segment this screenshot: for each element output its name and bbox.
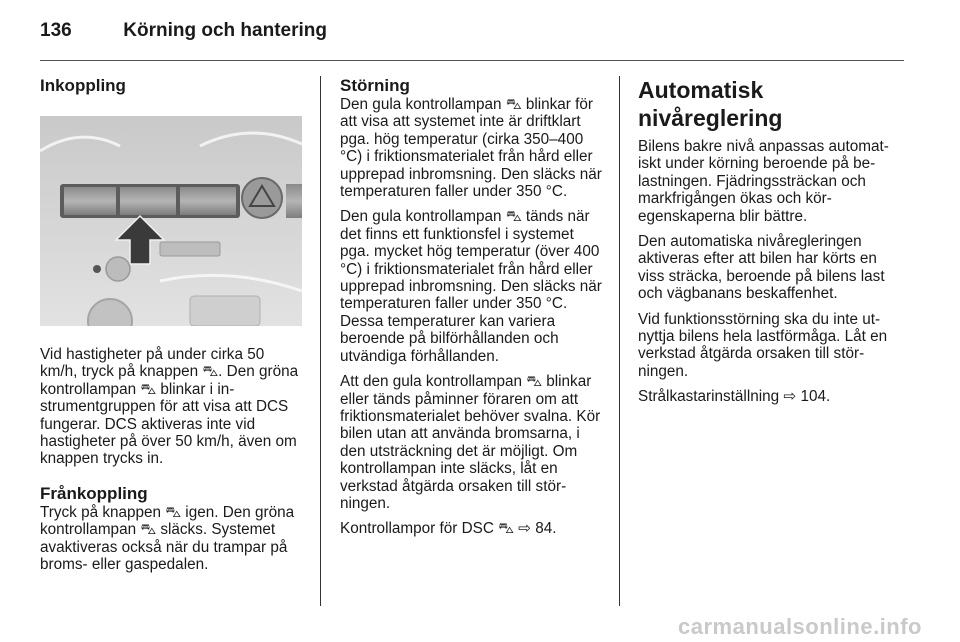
column-divider-1 bbox=[320, 76, 321, 606]
heading-frankoppling: Frånkoppling bbox=[40, 483, 148, 503]
page-header bbox=[40, 20, 327, 42]
heading-nivareglering: Automatisk nivåreglering bbox=[638, 77, 783, 131]
dashboard-illustration-svg bbox=[40, 116, 302, 326]
header-rule bbox=[40, 60, 904, 61]
dsc-reference: Kontrollampor för DSC ⛍ ⇨ 84. bbox=[340, 520, 557, 538]
column-3 bbox=[638, 76, 904, 414]
nivareglering-text-3: Vid funktionsstörning ska du inte utnyttja bilens hela lastförmåga. Låt en verkstad åtgärda orsaken till störningen. bbox=[638, 310, 888, 380]
heading-inkoppling: Inkoppling bbox=[40, 76, 126, 95]
inkoppling-text: Vid hastigheter på under cirka 50 km/h, tryck på knappen ⛍. Den gröna kontrollampan ⛍ blinkar i instrumentgruppen för att visa att DCS fungerar. DCS aktiveras inte vid hastigheter på över 50 km/h, även om knappen trycks in. bbox=[40, 346, 299, 468]
frankoppling-text: Tryck på knappen ⛍ igen. Den gröna kontrollampan ⛍ släcks. Systemet avaktiveras också när du trampar på broms- eller gaspedalen. bbox=[40, 503, 295, 574]
heading-storning: Störning bbox=[340, 76, 410, 95]
column-2 bbox=[340, 76, 605, 546]
storning-text-3: Att den gula kontrollampan ⛍ blinkar eller tänds påminner föraren om att friktionsmaterialet behöver svalna. Kör bilen utan att använda bromsarna, i den utsträckning det är möjligt. Om kontrollampan inte släcks, låt en verkstad åtgärda orsaken till störningen. bbox=[340, 373, 601, 512]
column-1 bbox=[40, 76, 302, 581]
nivareglering-text-2: Den automatiska nivåregleringen aktiveras efter att bilen har körts en viss sträcka, beroende på bilens last och vägbanans beskaffenhet. bbox=[638, 233, 885, 303]
storning-text-2: Den gula kontrollampan ⛍ tänds när det finns ett funktionsfel i systemet pga. mycket hög temperatur (över 400 °C) i friktionsmaterialet från hård eller upprepad inbromsning. Den släcks när temperaturen faller under 350 °C. Dessa temperaturer kan variera beroende på bilförhållanden och utvändiga förhållanden. bbox=[340, 208, 602, 365]
page-number: 136 bbox=[40, 20, 72, 41]
column-divider-2 bbox=[619, 76, 620, 606]
headlight-reference: Strålkastarinställning ⇨ 104. bbox=[638, 388, 831, 406]
storning-text-1: Den gula kontrollampan ⛍ blinkar för att visa att systemet inte är driftklart pga. hög temperatur (cirka 350–400 °C) i friktionsmaterialet från hård eller upprepad inbromsning. Den släcks när temperaturen faller under 350 °C. bbox=[340, 96, 602, 201]
watermark: carmanualsonline.info bbox=[678, 614, 922, 639]
section-title: Körning och hantering bbox=[123, 20, 327, 41]
dashboard-illustration bbox=[40, 116, 302, 326]
nivareglering-text-1: Bilens bakre nivå anpassas automatiskt under körning beroende på belastningen. Fjädringssträckan och markfrigången ökas och köregenskaperna blir bättre. bbox=[638, 138, 889, 225]
